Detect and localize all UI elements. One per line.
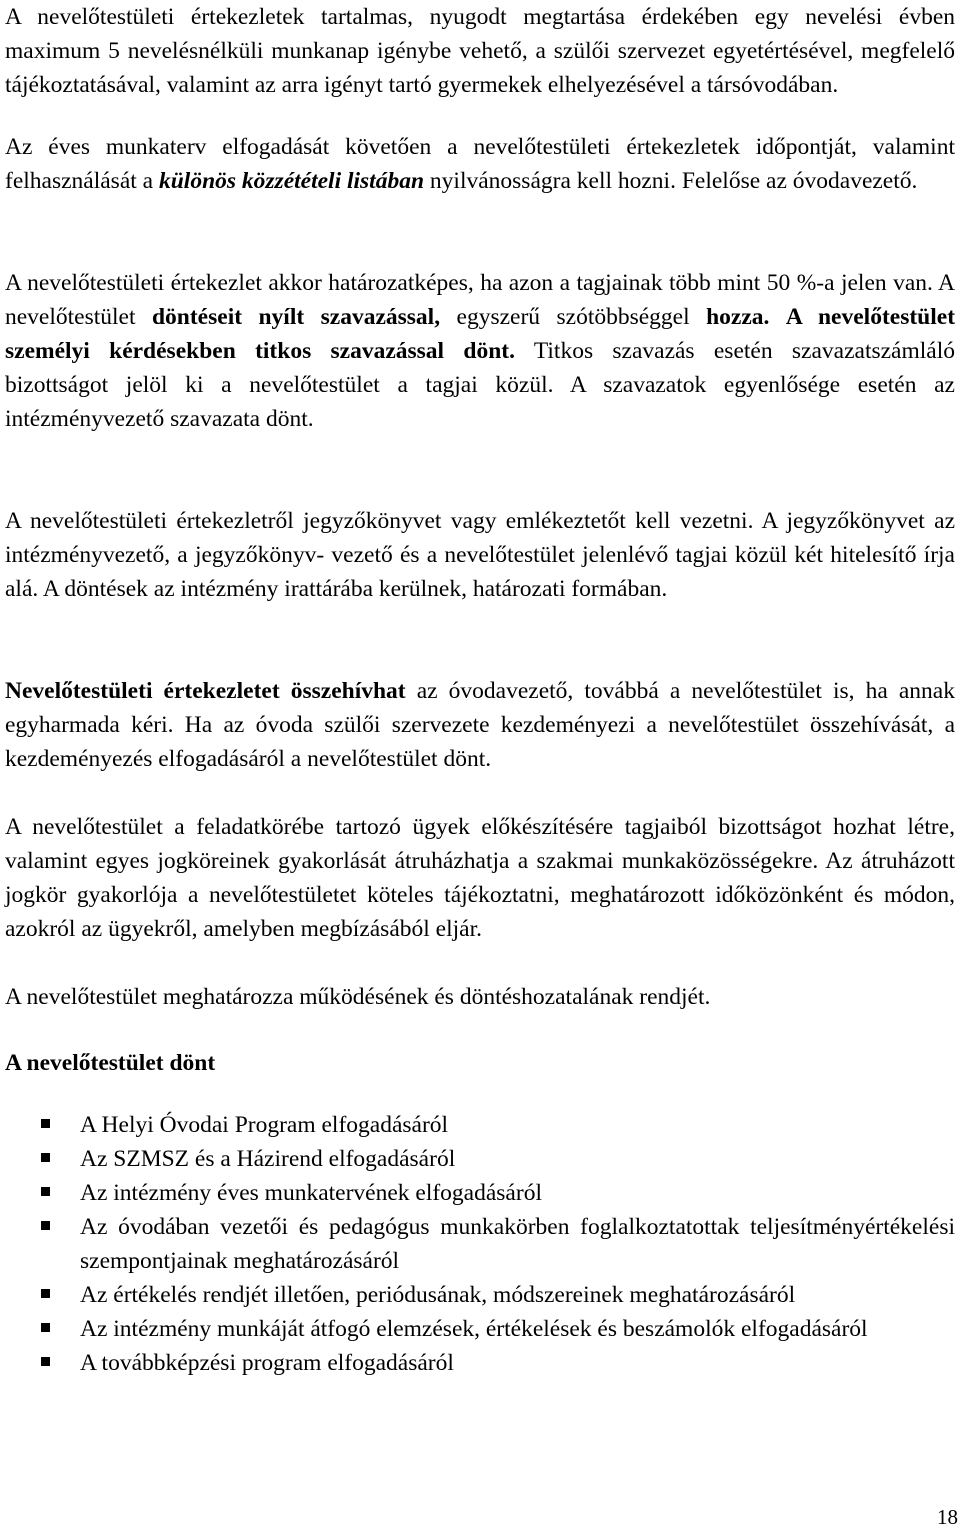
square-bullet-icon (41, 1323, 50, 1332)
paragraph-publication (5, 130, 955, 198)
quorum-secret-vote-emphasis: A nevelőtestület személyi kérdésekben titkos szavazással dönt. (5, 304, 956, 364)
square-bullet-icon (41, 1153, 50, 1162)
list-item-text: Az óvodában vezetői és pedagógus munkakörben foglalkoztatottak teljesítményértékelési szempontjainak meghatározásáról (80, 1214, 955, 1274)
list-item-text: Az SZMSZ és a Házirend elfogadásáról (80, 1146, 456, 1172)
decisions-heading: A nevelőtestület dönt (5, 1050, 216, 1076)
list-item-text: Az intézmény éves munkatervének elfogadásáról (80, 1180, 542, 1206)
list-item-text: A továbbképzési program elfogadásáról (80, 1350, 454, 1376)
list-item (5, 1346, 955, 1380)
publication-text-pre: Az éves munkaterv elfogadását követően a nevelőtestületi értekezletek időpontját, valamint felhasználását a (5, 134, 955, 194)
quorum-text-post: Titkos szavazás esetén szavazatszámláló bizottságot jelöl ki a nevelőtestület a tagjai közül. A szavazatok egyenlősége esetén az intézményvezető szavazata dönt. (5, 338, 955, 432)
paragraph-workdays (5, 0, 955, 102)
square-bullet-icon (41, 1357, 50, 1366)
paragraph-quorum (5, 266, 955, 436)
list-item-text: A Helyi Óvodai Program elfogadásáról (80, 1112, 449, 1138)
list-item (5, 1142, 955, 1176)
paragraph-committees (5, 810, 955, 946)
publication-list-emphasis: különös közzétételi listában (158, 168, 425, 194)
square-bullet-icon (41, 1221, 50, 1230)
list-item (5, 1176, 955, 1210)
convening-text-post: az óvodavezető, továbbá a nevelőtestület is, ha annak egyharmada kéri. Ha az óvoda szülői szervezete kezdeményezi a nevelőtestület összehívását, a kezdeményezés elfogadásáról a nevelőtestület dönt. (5, 678, 955, 772)
page-number: 18 (937, 1505, 958, 1529)
list-item (5, 1210, 955, 1278)
quorum-text-pre: A nevelőtestületi értekezlet akkor határozatképes, ha azon a tagjainak több mint 50 %-a jelen van. A nevelőtestület (5, 270, 955, 330)
paragraph-convening (5, 674, 955, 776)
list-item (5, 1278, 955, 1312)
publication-text-post: nyilvánosságra kell hozni. Felelőse az óvodavezető. (424, 168, 918, 194)
list-item-text: Az intézmény munkáját átfogó elemzések, értékelések és beszámolók elfogadásáról (80, 1316, 868, 1342)
list-item (5, 1312, 955, 1346)
paragraph-rules-text: A nevelőtestület meghatározza működésének és döntéshozatalának rendjét. (5, 984, 711, 1010)
decisions-list (5, 1108, 955, 1380)
paragraph-minutes-text: A nevelőtestületi értekezletről jegyzőkönyvet vagy emlékeztetőt kell vezetni. A jegyzőkönyvet az intézményvezető, a jegyzőkönyv- vezető és a nevelőtestület jelenlévő tagjai közül két hitelesítő írja alá. A döntések az intézmény irattárába kerülnek, határozati formában. (5, 508, 955, 602)
quorum-text-mid: egyszerű szótöbbséggel (440, 304, 707, 330)
square-bullet-icon (41, 1289, 50, 1298)
paragraph-minutes (5, 504, 955, 606)
square-bullet-icon (41, 1119, 50, 1128)
paragraph-workdays-text: A nevelőtestületi értekezletek tartalmas, nyugodt megtartása érdekében egy nevelési évben maximum 5 nevelésnélküli munkanap igénybe vehető, a szülői szervezet egyetértésével, megfelelő tájékoztatásával, valamint az arra igényt tartó gyermekek elhelyezésével a társóvodában. (5, 4, 955, 98)
quorum-open-vote-emphasis: döntéseit nyílt szavazással, (151, 304, 441, 330)
paragraph-rules (5, 980, 955, 1014)
list-item-text: Az értékelés rendjét illetően, periódusának, módszereinek meghatározásáról (80, 1282, 796, 1308)
list-item (5, 1108, 955, 1142)
square-bullet-icon (41, 1187, 50, 1196)
paragraph-committees-text: A nevelőtestület a feladatkörébe tartozó ügyek előkészítésére tagjaiból bizottságot hozhat létre, valamint egyes jogköreinek gyakorlását átruházhatja a szakmai munkaközösségekre. Az átruházott jogkör gyakorlója a nevelőtestületet köteles tájékoztatni, meghatározott időközönként és módon, azokról az ügyekről, amelyben megbízásából eljár. (5, 814, 955, 942)
convening-emphasis: Nevelőtestületi értekezletet összehívhat (5, 678, 406, 704)
quorum-hozza-emphasis: hozza. (706, 304, 770, 330)
